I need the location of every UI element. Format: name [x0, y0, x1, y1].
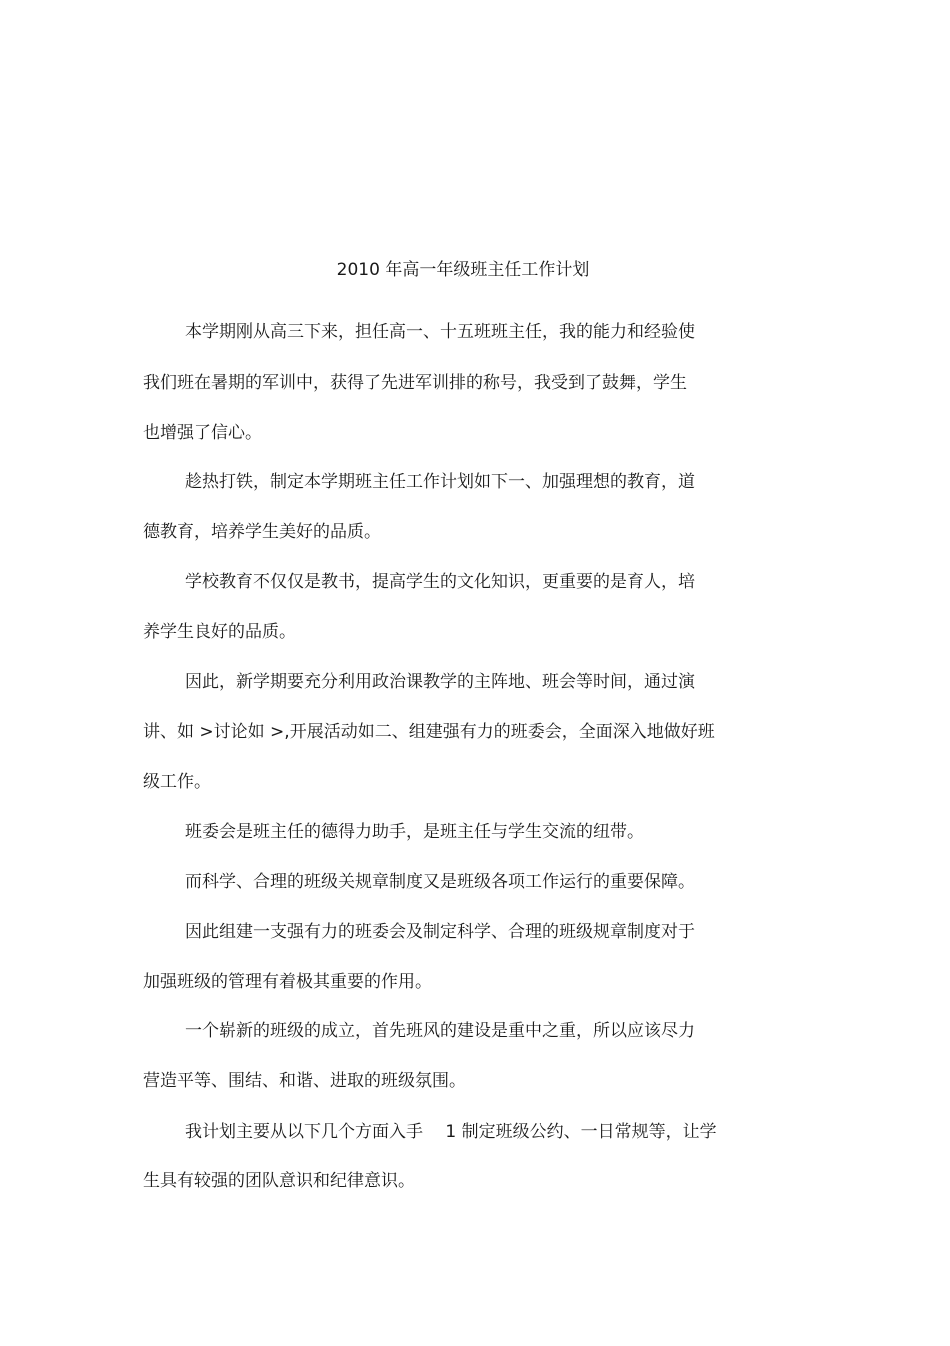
paragraph-line: 德教育，培养学生美好的品质。 — [143, 522, 381, 542]
document-title: 2010 年高一年级班主任工作计划 — [336, 260, 590, 280]
paragraph-line: 班委会是班主任的德得力助手，是班主任与学生交流的纽带。 — [185, 822, 644, 842]
paragraph-line: 趁热打铁，制定本学期班主任工作计划如下一、加强理想的教育，道 — [185, 472, 695, 492]
paragraph-line: 一个崭新的班级的成立，首先班风的建设是重中之重，所以应该尽力 — [185, 1021, 695, 1041]
paragraph-line: 学校教育不仅仅是教书，提高学生的文化知识，更重要的是育人，培 — [185, 572, 695, 592]
paragraph-line: 营造平等、围结、和谐、进取的班级氛围。 — [143, 1071, 466, 1091]
paragraph-line: 我计划主要从以下几个方面入手 1 制定班级公约、一日常规等，让学 — [185, 1122, 717, 1142]
paragraph-line: 加强班级的管理有着极其重要的作用。 — [143, 972, 432, 992]
paragraph-line: 我们班在暑期的军训中，获得了先进军训排的称号，我受到了鼓舞，学生 — [143, 373, 687, 393]
paragraph-line: 生具有较强的团队意识和纪律意识。 — [143, 1171, 415, 1191]
paragraph-line: 因此，新学期要充分利用政治课教学的主阵地、班会等时间，通过演 — [185, 672, 695, 692]
paragraph-line: 本学期刚从高三下来，担任高一、十五班班主任，我的能力和经验使 — [185, 322, 695, 342]
paragraph-line: 也增强了信心。 — [143, 423, 262, 443]
paragraph-line: 因此组建一支强有力的班委会及制定科学、合理的班级规章制度对于 — [185, 922, 695, 942]
paragraph-line: 养学生良好的品质。 — [143, 622, 296, 642]
paragraph-line: 讲、如 >讨论如 >,开展活动如二、组建强有力的班委会，全面深入地做好班 — [143, 722, 715, 742]
paragraph-line: 级工作。 — [143, 772, 211, 792]
paragraph-line: 而科学、合理的班级关规章制度又是班级各项工作运行的重要保障。 — [185, 872, 695, 892]
